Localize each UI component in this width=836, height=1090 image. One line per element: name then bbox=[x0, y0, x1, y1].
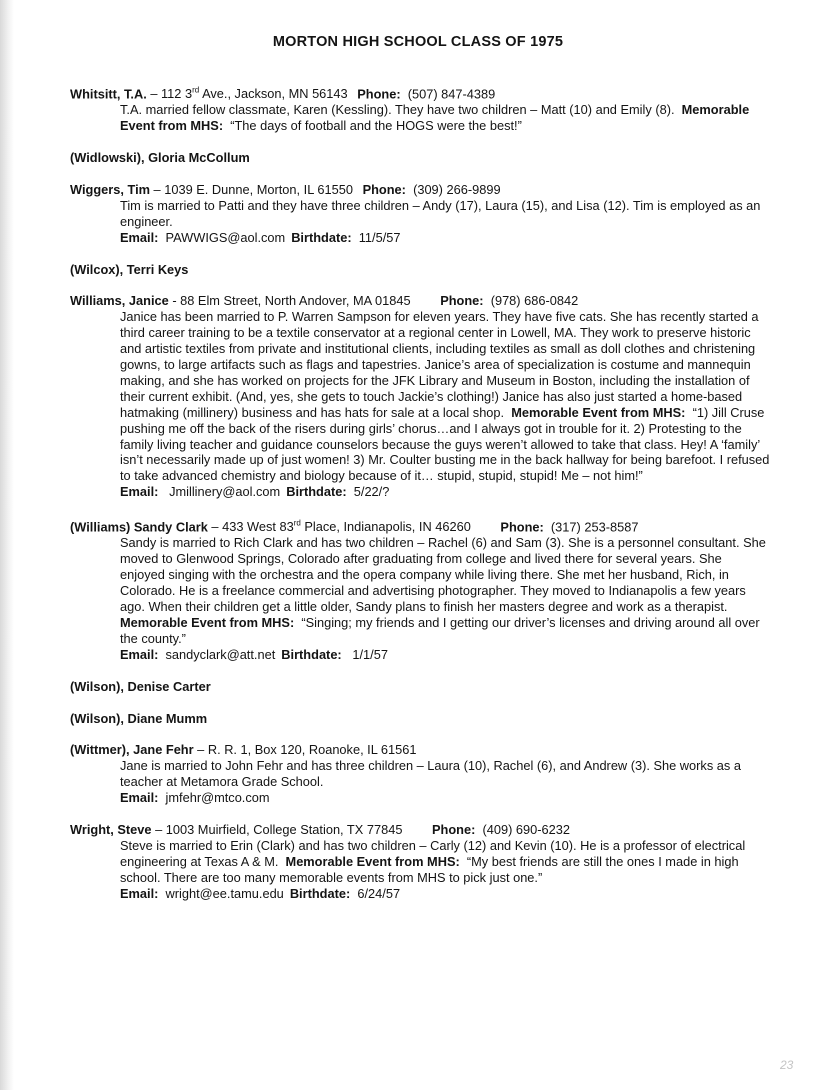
alumni-name: (Wilcox), Terri Keys bbox=[70, 261, 189, 277]
alumni-entry bbox=[70, 679, 770, 695]
alumni-name: Whitsitt, T.A. bbox=[70, 86, 147, 102]
phone-value: (309) 266-9899 bbox=[413, 181, 501, 197]
alumni-entries bbox=[70, 83, 770, 902]
bio-text: Janice has been married to P. Warren Sampson for eleven years. They have five cats. She has recently started a third career training to be a textile conservator at a regional center in Lowell, MA. They work to preserve historic and artistic textiles from private and institutional clients, including textiles as small as doll clothes and christening gowns, to large artifacts such as flags and tapestries. Janice’s area of specialization is costume and mannequin making, and she has worked on projects for the JFK Library and Museum in Boston, including the installation of their current exhibit. (And, yes, she gets to touch Jackie’s clothing!) Janice has also just started a home-based hatmaking (millinery) business and has hats for sale at a local shop. bbox=[120, 309, 759, 420]
email-value: Jmillinery@aol.com bbox=[169, 484, 281, 500]
alumni-address: – R. R. 1, Box 120, Roanoke, IL 61561 bbox=[193, 742, 417, 758]
bio-text: Jane is married to John Fehr and has three children – Laura (10), Rachel (6), and Andrew (3). She works as a teacher at Metamora Grade School. bbox=[120, 758, 741, 790]
entry-body bbox=[70, 535, 770, 662]
entry-body bbox=[70, 758, 770, 806]
entry-header bbox=[70, 516, 770, 535]
email-value: jmfehr@mtco.com bbox=[165, 790, 270, 806]
alumni-name: Williams, Janice bbox=[70, 293, 169, 309]
contact-line bbox=[120, 230, 770, 246]
phone-label: Phone: bbox=[440, 293, 484, 309]
phone-value: (507) 847-4389 bbox=[407, 86, 496, 102]
memorable-label: Memorable Event from MHS: bbox=[285, 853, 460, 869]
email-value: PAWWIGS@aol.com bbox=[165, 229, 286, 245]
email-label: Email: bbox=[120, 229, 159, 245]
alumni-address: - 88 Elm Street, North Andover, MA 01845 bbox=[168, 293, 411, 309]
phone-value: (409) 690-6232 bbox=[482, 822, 571, 838]
memorable-label: Memorable Event from MHS: bbox=[120, 614, 295, 630]
birthdate-value: 11/5/57 bbox=[358, 229, 401, 245]
bio-text: Steve is married to Erin (Clark) and has two children – Carly (12) and Kevin (10). He is a professor of electrical engineering at Texas A & M. bbox=[120, 837, 746, 869]
contact-line bbox=[120, 484, 770, 500]
alumni-address: – 433 West 83rd Place, Indianapolis, IN 46260 bbox=[207, 519, 471, 535]
phone-label: Phone: bbox=[357, 86, 401, 102]
entry-body bbox=[70, 102, 770, 134]
alumni-address: – 1003 Muirfield, College Station, TX 77845 bbox=[151, 822, 403, 838]
alumni-name: Wright, Steve bbox=[70, 822, 152, 838]
bio-text: Tim is married to Patti and they have three children – Andy (17), Laura (15), and Lisa (12). Tim is employed as an engineer. bbox=[120, 197, 761, 229]
birthdate-value: 1/1/57 bbox=[352, 646, 388, 662]
entry-header bbox=[70, 182, 770, 198]
alumni-address: – 112 3rd Ave., Jackson, MN 56143 bbox=[146, 86, 348, 102]
contact-line bbox=[120, 886, 770, 902]
alumni-entry bbox=[70, 742, 770, 806]
alumni-address: – 1039 E. Dunne, Morton, IL 61550 bbox=[150, 181, 353, 197]
phone-value: (978) 686-0842 bbox=[490, 293, 579, 309]
alumni-entry bbox=[70, 182, 770, 246]
memorable-label: Memorable Event from MHS: bbox=[511, 404, 686, 420]
email-label: Email: bbox=[120, 484, 159, 500]
alumni-name: Wiggers, Tim bbox=[70, 181, 150, 197]
contact-line bbox=[120, 790, 770, 806]
entry-header bbox=[70, 822, 770, 838]
alumni-entry bbox=[70, 711, 770, 727]
entry-body bbox=[70, 838, 770, 902]
email-value: sandyclark@att.net bbox=[165, 646, 276, 662]
email-label: Email: bbox=[120, 790, 159, 806]
bio-text: Sandy is married to Rich Clark and has two children – Rachel (6) and Sam (3). She is a personnel consultant. She moved to Glenwood Springs, Colorado after graduating from college and lived there for several years. She enjoyed singing with the orchestra and the opera company while living there. She met her husband, Rich, in Colorado. He is a freelance commercial and advertising photographer. They moved to Indianapolis a few years ago. When their children get a little older, Sandy plans to finish her masters degree and work as a therapist. bbox=[120, 535, 766, 614]
alumni-entry bbox=[70, 293, 770, 500]
memorable-text: “The days of football and the HOGS were the best!” bbox=[230, 118, 522, 134]
scan-edge-shadow bbox=[0, 0, 14, 1090]
page-number: 23 bbox=[780, 1058, 794, 1072]
phone-value: (317) 253-8587 bbox=[550, 519, 639, 535]
memorable-text: “1) Jill Cruse pushing me off the back of the risers during girls’ chorus…and I always got in trouble for it. 2) Protesting to the family living teacher and guidance counselors because the guys weren’t allowed to take that class. Hey! A ‘family’ isn’t necessarily made up of just women! 3) Mr. Coulter busting me in the back hallway for being barefoot. I refused to take advanced chemistry and biology because of it… stupid, stupid, stupid! Me – not him!” bbox=[120, 404, 770, 484]
alumni-entry bbox=[70, 262, 770, 278]
alumni-entry bbox=[70, 83, 770, 134]
phone-label: Phone: bbox=[362, 181, 406, 197]
birthdate-value: 5/22/? bbox=[353, 484, 390, 500]
alumni-name: (Wilson), Denise Carter bbox=[70, 678, 211, 694]
phone-label: Phone: bbox=[500, 519, 544, 535]
memorable-text: “Singing; my friends and I getting our driver’s licenses and driving around all over the county.” bbox=[120, 614, 760, 646]
phone-label: Phone: bbox=[432, 822, 476, 838]
memorable-text: “My best friends are still the ones I made in high school. There are too many memorable events from MHS to pick just one.” bbox=[120, 853, 739, 885]
email-value: wright@ee.tamu.edu bbox=[165, 885, 284, 901]
birthdate-label: Birthdate: bbox=[286, 484, 347, 500]
birthdate-value: 6/24/57 bbox=[357, 885, 401, 901]
alumni-name: (Wilson), Diane Mumm bbox=[70, 710, 208, 726]
alumni-name: (Williams) Sandy Clark bbox=[70, 519, 208, 535]
email-label: Email: bbox=[120, 885, 159, 901]
memorable-label: Memorable Event from MHS: bbox=[120, 102, 750, 134]
alumni-name: (Widlowski), Gloria McCollum bbox=[70, 149, 250, 165]
entry-header bbox=[70, 83, 770, 102]
alumni-entry bbox=[70, 150, 770, 166]
entry-body bbox=[70, 198, 770, 246]
alumni-entry bbox=[70, 516, 770, 662]
entry-body bbox=[70, 309, 770, 500]
birthdate-label: Birthdate: bbox=[289, 885, 351, 901]
birthdate-label: Birthdate: bbox=[281, 646, 342, 662]
entry-header bbox=[70, 742, 770, 758]
bio-text: T.A. married fellow classmate, Karen (Kessling). They have two children – Matt (10) and Emily (8). bbox=[120, 102, 675, 118]
contact-line bbox=[120, 647, 770, 663]
alumni-entry bbox=[70, 822, 770, 902]
birthdate-label: Birthdate: bbox=[291, 229, 352, 245]
entry-header bbox=[70, 293, 770, 309]
page-title: MORTON HIGH SCHOOL CLASS OF 1975 bbox=[272, 34, 564, 50]
email-label: Email: bbox=[120, 646, 159, 662]
alumni-name: (Wittmer), Jane Fehr bbox=[70, 742, 194, 758]
